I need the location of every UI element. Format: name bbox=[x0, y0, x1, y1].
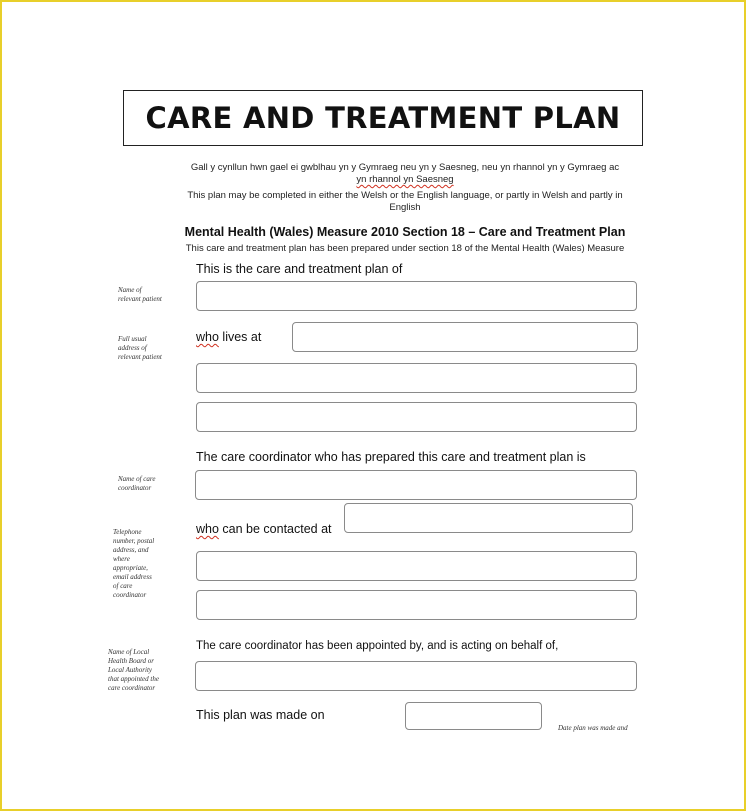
title-box bbox=[123, 90, 643, 146]
side-label-health-board: Name of Local Health Board or Local Authority that appointed the care coordinator bbox=[108, 648, 159, 692]
welsh-notice-line2: yn rhannol yn Saesneg bbox=[356, 174, 454, 185]
contact-line3-field[interactable] bbox=[196, 590, 637, 620]
welsh-notice-line1: Gall y cynllun hwn gael ei gwblhau yn y Gymraeg neu yn y Saesneg, neu yn rhannol yn y Gymraeg ac bbox=[190, 162, 620, 173]
address-line1-field[interactable] bbox=[292, 322, 638, 352]
side-label-coordinator-name: Name of care coordinator bbox=[118, 475, 156, 492]
page-title: CARE AND TREATMENT PLAN bbox=[145, 101, 621, 135]
english-notice-line2: English bbox=[389, 202, 421, 213]
patient-intro-text: This is the care and treatment plan of bbox=[196, 262, 403, 276]
contact-line2-field[interactable] bbox=[196, 551, 637, 581]
english-notice-line1: This plan may be completed in either the Welsh or the English language, or partly in Welsh and partly in bbox=[187, 190, 623, 201]
coordinator-intro-text: The care coordinator who has prepared this care and treatment plan is bbox=[196, 450, 586, 464]
coordinator-name-field[interactable] bbox=[195, 470, 637, 500]
who-can-be-contacted-at-text: who can be contacted at bbox=[196, 522, 332, 536]
address-line3-field[interactable] bbox=[196, 402, 637, 432]
patient-name-field[interactable] bbox=[196, 281, 637, 311]
side-label-date-plan: Date plan was made and bbox=[558, 724, 628, 732]
plan-date-field[interactable] bbox=[405, 702, 542, 730]
side-label-patient-address: Full usual address of relevant patient bbox=[118, 335, 162, 361]
side-label-coordinator-contact: Telephone number, postal address, and where appropriate, email address of care coordinator bbox=[113, 528, 155, 599]
section-title: Mental Health (Wales) Measure 2010 Section 18 – Care and Treatment Plan bbox=[184, 225, 626, 239]
appointed-by-text: The care coordinator has been appointed by, and is acting on behalf of, bbox=[196, 640, 559, 652]
contact-line1-field[interactable] bbox=[344, 503, 633, 533]
appointing-body-field[interactable] bbox=[195, 661, 637, 691]
address-line2-field[interactable] bbox=[196, 363, 637, 393]
section-subtitle: This care and treatment plan has been prepared under section 18 of the Mental Health (Wales) Measure bbox=[185, 243, 625, 254]
plan-made-on-text: This plan was made on bbox=[196, 708, 325, 722]
who-lives-at-text: who lives at bbox=[196, 330, 262, 344]
side-label-patient-name: Name of relevant patient bbox=[118, 286, 162, 303]
